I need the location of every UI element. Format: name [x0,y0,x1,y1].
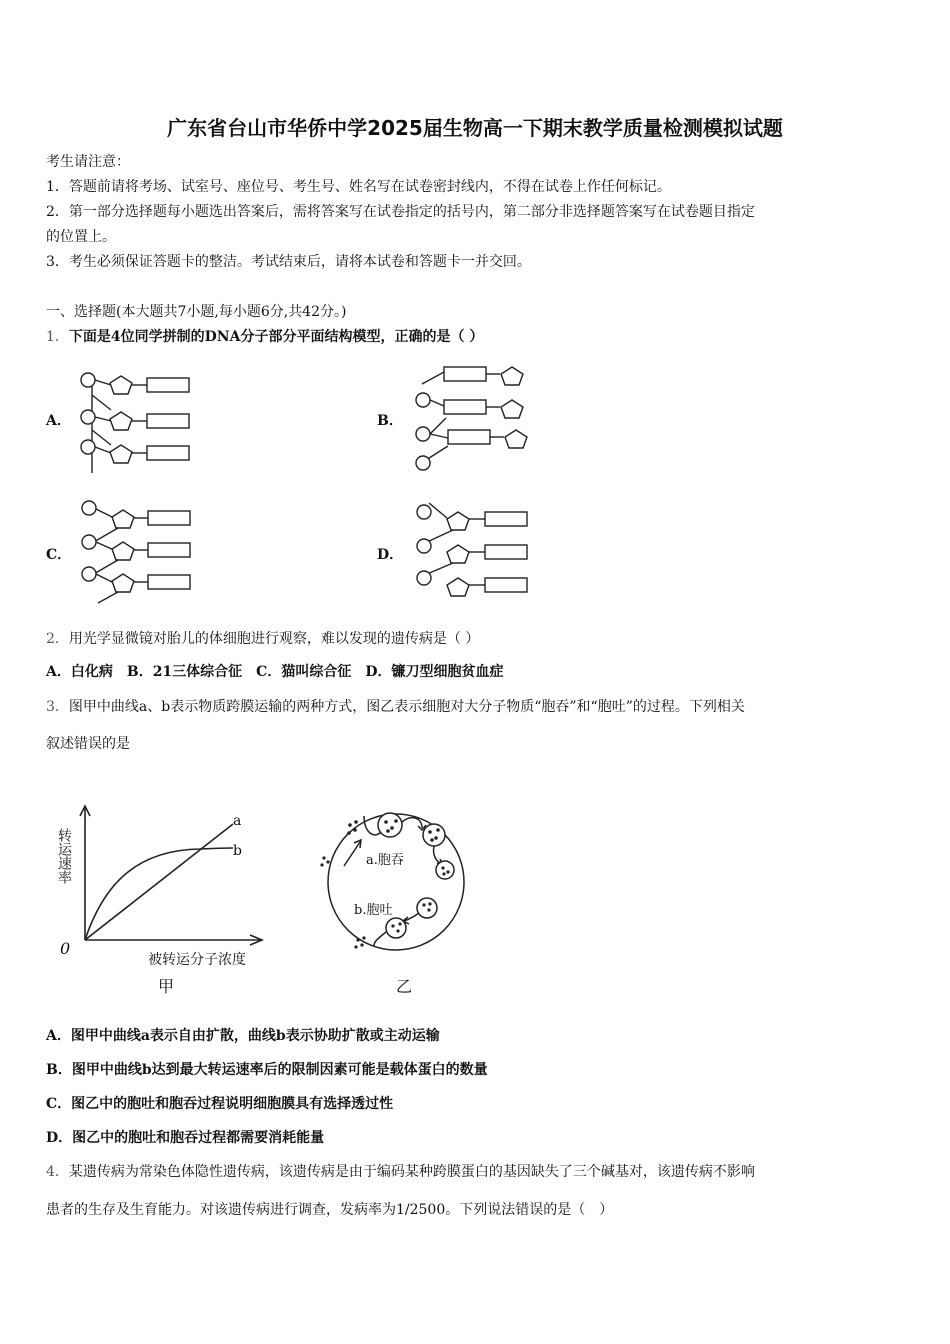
endocytosis-label: a.胞吞 [366,853,404,868]
question-text-cont: 患者的生存及生育能力。对该遗传病进行调查，发病率为1/2500。下列说法错误的是（ ） [46,1202,614,1218]
option-b: B．图甲中曲线b达到最大转运速率后的限制因素可能是载体蛋白的数量 [46,1062,488,1078]
dna-model-c [78,498,208,608]
curve-b-label: b [233,843,242,859]
y-axis-label: 转运速率 [56,828,72,884]
dna-model-b [412,362,542,477]
option-label-d: D． [377,547,404,563]
x-axis-label: 被转运分子浓度 [148,952,246,968]
curve-a-line [85,824,233,940]
notice-item: 3．考生必须保证答题卡的整洁。考试结束后，请将本试卷和答题卡一并交回。 [46,254,531,270]
notice-heading: 考生请注意： [46,154,130,170]
cell-diagram-yi [312,800,472,1000]
question-text: 用光学显微镜对胎儿的体细胞进行观察，难以发现的遗传病是（ ） [68,631,480,647]
option-a: A．图甲中曲线a表示自由扩散，曲线b表示协助扩散或主动运输 [46,1028,440,1044]
option-d: D．图乙中的胞吐和胞吞过程都需要消耗能量 [46,1130,325,1146]
notice-item: 1．答题前请将考场、试室号、座位号、考生号、姓名写在试卷密封线内，不得在试卷上作任何标记。 [46,179,671,195]
option-c: C．图乙中的胞吐和胞吞过程说明细胞膜具有选择透过性 [46,1096,394,1112]
vesicle [378,813,402,837]
notice-item: 2．第一部分选择题每小题选出答案后，需将答案写在试卷指定的括号内，第二部分非选择题答案写在试卷题目指定 [46,204,755,220]
curve-b-line [85,848,233,940]
question-1 [46,327,483,347]
origin-label: 0 [60,939,71,958]
question-3 [46,697,745,717]
arrow [344,842,360,866]
section-heading: 一、选择题(本大题共7小题,每小题6分,共42分。) [46,304,347,320]
question-number: 4． [46,1164,69,1180]
cell-caption: 乙 [396,977,413,996]
option-label-b: B． [377,413,403,429]
option-label-a: A． [46,413,71,429]
vesicle [423,824,445,846]
vesicle [417,898,437,918]
question-number: 2． [46,631,69,647]
option-label-c: C． [46,547,72,563]
graph-caption: 甲 [158,977,175,996]
vesicle [386,918,406,938]
graph-jia [50,800,290,1000]
exocytosis-label: b.胞吐 [354,903,393,918]
question-text-cont: 叙述错误的是 [46,736,130,752]
question-text: 某遗传病为常染色体隐性遗传病，该遗传病是由于编码某种跨膜蛋白的基因缺失了三个碱基对，该遗传病不影响 [68,1164,755,1180]
curve-a-label: a [233,813,242,829]
question-number: 3． [46,699,69,715]
vesicle [436,861,454,879]
question-text: 图甲中曲线a、b表示物质跨膜运输的两种方式，图乙表示细胞对大分子物质“胞吞”和“胞吐”的过程。下列相关 [68,699,745,715]
question-number: 1． [46,329,69,345]
dna-model-d [413,498,543,608]
notice-item: 的位置上。 [46,229,116,245]
question-2-options: A．白化病 B．21三体综合征 C．猫叫综合征 D．镰刀型细胞贫血症 [46,664,504,680]
page-title: 广东省台山市华侨中学2025届生物高一下期末教学质量检测模拟试题 [167,116,783,140]
question-4 [46,1162,755,1182]
question-text: 下面是4位同学拼制的DNA分子部分平面结构模型，正确的是（ ） [68,329,484,345]
question-2 [46,629,479,649]
dna-model-a [75,365,205,480]
